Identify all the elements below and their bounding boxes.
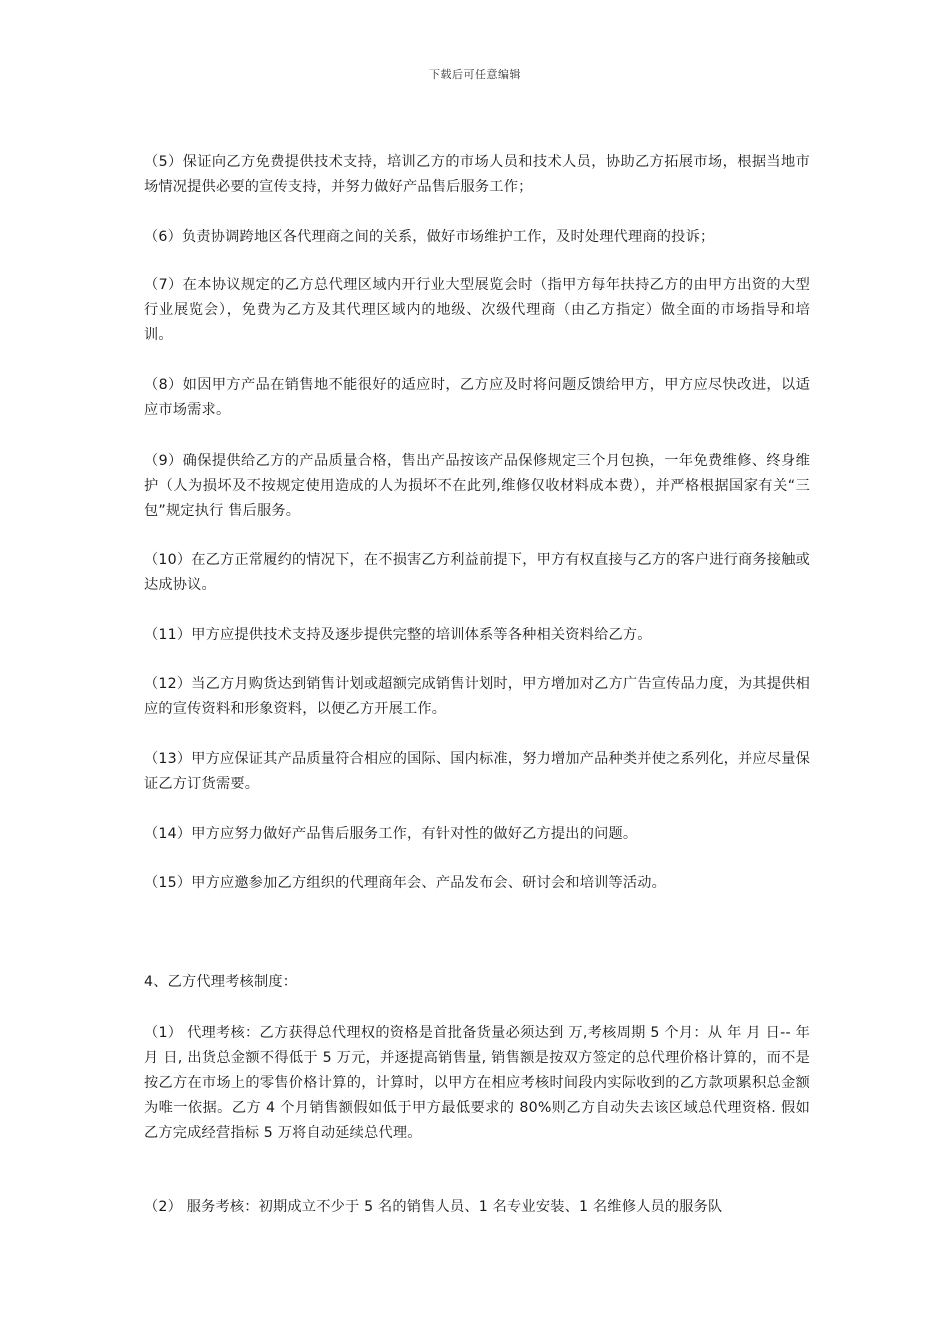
clause-1-block [144, 1021, 810, 1146]
paragraph-10: （10）在乙方正常履约的情况下，在不损害乙方利益前提下，甲方有权直接与乙方的客户进行商务接触或达成协议。 [144, 552, 810, 593]
paragraph-5: （5）保证向乙方免费提供技术支持，培训乙方的市场人员和技术人员，协助乙方拓展市场，根据当地市场情况提供必要的宣传支持，并努力做好产品售后服务工作； [144, 154, 810, 195]
paragraph-9: （9）确保提供给乙方的产品质量合格，售出产品按该产品保修规定三个月包换，一年免费维修、终身维护（人为损坏及不按规定使用造成的人为损坏不在此列,维修仅收材料成本费），并严格根据国家有关“三包”规定执行 售后服务。 [144, 453, 810, 519]
clause-2-block [144, 1195, 810, 1220]
paragraph-6-block [144, 225, 810, 250]
clause-2: （2） 服务考核：初期成立不少于 5 名的销售人员、1 名专业安装、1 名维修人员的服务队 [144, 1199, 723, 1215]
paragraph-9-block [144, 449, 810, 524]
paragraph-13: （13）甲方应保证其产品质量符合相应的国际、国内标准，努力增加产品种类并使之系列化，并应尽量保证乙方订货需要。 [144, 751, 810, 792]
clause-1: （1） 代理考核：乙方获得总代理权的资格是首批备货量必须达到 万,考核周期 5 个月：从 年 月 日-- 年 月 日, 出货总金额不得低于 5 万元，并逐提高销售量, 销售额是按双方签定的总代理价格计算的，而不是按乙方在市场上的零售价格计算的，计算时，以甲方在相应考核时间段内实际收到的乙方款项累积总金额为唯一依据。乙方 4 个月销售额假如低于甲方最低要求的 80%则乙方自动失去该区域总代理资格. 假如乙方完成经营指标 5 万将自动延续总代理。 [144, 1025, 810, 1141]
paragraph-15-block [144, 871, 810, 896]
header-note: 下载后可任意编辑 [429, 68, 521, 81]
paragraph-11: （11）甲方应提供技术支持及逐步提供完整的培训体系等各种相关资料给乙方。 [144, 627, 652, 643]
paragraph-11-block [144, 623, 810, 648]
paragraph-12-block [144, 672, 810, 722]
paragraph-7: （7）在本协议规定的乙方总代理区域内开行业大型展览会时（指甲方每年扶持乙方的由甲方出资的大型行业展览会），免费为乙方及其代理区域内的地级、次级代理商（由乙方指定）做全面的市场指导和培训。 [144, 277, 810, 343]
paragraph-8-block [144, 373, 810, 423]
paragraph-5-block [144, 150, 810, 200]
paragraph-6: （6）负责协调跨地区各代理商之间的关系，做好市场维护工作，及时处理代理商的投诉； [144, 229, 715, 245]
paragraph-15: （15）甲方应邀参加乙方组织的代理商年会、产品发布会、研讨会和培训等活动。 [144, 875, 667, 891]
paragraph-10-block [144, 548, 810, 598]
paragraph-7-block [144, 273, 810, 348]
paragraph-14: （14）甲方应努力做好产品售后服务工作，有针对性的做好乙方提出的问题。 [144, 826, 638, 842]
section-heading-block [144, 970, 810, 995]
paragraph-8: （8）如因甲方产品在销售地不能很好的适应时，乙方应及时将问题反馈给甲方，甲方应尽快改进，以适应市场需求。 [144, 377, 810, 418]
paragraph-14-block [144, 822, 810, 847]
paragraph-12: （12）当乙方月购货达到销售计划或超额完成销售计划时，甲方增加对乙方广告宣传品力度，为其提供相应的宣传资料和形象资料，以便乙方开展工作。 [144, 676, 810, 717]
section-heading: 4、乙方代理考核制度： [144, 974, 298, 990]
paragraph-13-block [144, 747, 810, 797]
